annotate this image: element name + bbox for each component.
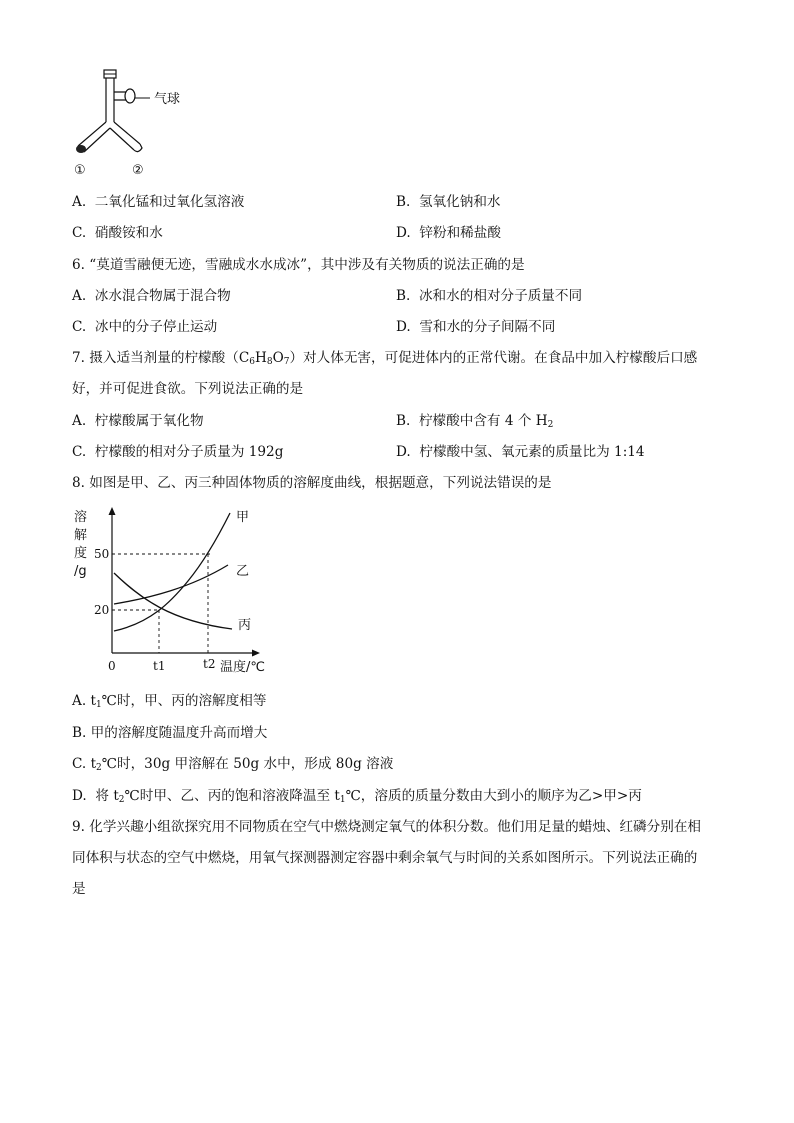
option-post: ℃时，30g 甲溶解在 50g 水中，形成 80g 溶液: [101, 756, 394, 772]
origin-label: 0: [108, 659, 116, 673]
left-branch-solid-icon: [76, 145, 86, 153]
q7-option-b: [396, 412, 553, 434]
formula-o-sub: 7: [283, 357, 290, 367]
option-sub: 2: [547, 420, 554, 430]
option-pre: t: [90, 756, 97, 772]
option-text: 甲的溶解度随温度升高而增大: [90, 725, 268, 741]
option-sub: 1: [95, 700, 102, 710]
x-axis-arrow-icon: [252, 650, 260, 657]
q7-option-d: [396, 443, 645, 461]
option-text: 二氧化锰和过氧化氢溶液: [94, 194, 245, 210]
q9-stem-line1: 9. 化学兴趣小组欲探究用不同物质在空气中燃烧测定氧气的体积分数。他们用足量的蜡烛、红磷分别在相: [72, 819, 702, 835]
q5-option-b: [396, 193, 501, 211]
option-letter: B.: [72, 725, 87, 741]
label-2: ②: [132, 163, 144, 178]
y-axis-label-char-2: 解: [74, 528, 88, 543]
option-post: ℃，溶质的质量分数由大到小的顺序为乙>甲>丙: [345, 788, 642, 804]
option-pre: 将 t: [95, 788, 119, 804]
series-label-yi: 乙: [236, 564, 250, 579]
q6-option-c: [72, 318, 217, 336]
q8-option-d: [72, 787, 642, 809]
q6-option-d: [396, 318, 555, 336]
q5-option-d: [396, 224, 501, 242]
series-label-jia: 甲: [236, 510, 250, 525]
q8-option-a: [72, 692, 266, 714]
option-text: 冰和水的相对分子质量不同: [418, 288, 583, 304]
option-letter: A.: [72, 693, 87, 709]
option-letter: A.: [72, 288, 87, 304]
q5-option-c: [72, 224, 163, 242]
option-sub: 2: [96, 763, 102, 773]
balloon-icon: [125, 89, 135, 103]
q7-stem-pre: 7. 摄入适当剂量的柠檬酸（: [72, 350, 239, 366]
q8-stem: 8. 如图是甲、乙、丙三种固体物质的溶解度曲线，根据题意，下列说法错误的是: [72, 475, 552, 491]
option-letter: B.: [396, 413, 411, 429]
q6-option-a: [72, 287, 231, 305]
label-1: ①: [74, 163, 86, 178]
option-post: ℃时，甲、丙的溶解度相等: [101, 693, 267, 709]
x-tick-t2: t2: [203, 657, 216, 671]
formula-h: H: [254, 350, 267, 366]
y-axis-label-char-4: /g: [74, 564, 87, 579]
option-letter: D.: [72, 788, 87, 804]
option-letter: C.: [72, 319, 87, 335]
option-text: 锌粉和稀盐酸: [419, 225, 501, 241]
option-text: 氢氧化钠和水: [418, 194, 501, 210]
solubility-curve-chart: [70, 503, 280, 683]
q5-option-a: [72, 193, 244, 211]
option-letter: D.: [396, 225, 411, 241]
option-letter: B.: [396, 194, 411, 210]
option-letter: A.: [72, 194, 87, 210]
option-pre: t: [90, 693, 96, 709]
option-letter: C.: [72, 444, 87, 460]
option-sub-2: 1: [339, 795, 346, 805]
y-tick-50: 50: [94, 547, 110, 561]
option-text: 柠檬酸属于氧化物: [94, 413, 204, 429]
q9-stem-line2: 同体积与状态的空气中燃烧，用氧气探测器测定容器中剩余氧气与时间的关系如图所示。下列说法正确的: [72, 850, 698, 866]
option-mid: ℃时甲、乙、丙的饱和溶液降温至 t: [124, 788, 340, 804]
option-text: 柠檬酸中氢、氧元素的质量比为 1:14: [419, 444, 645, 460]
y-axis-label-char-1: 溶: [74, 510, 88, 525]
q6-option-b: [396, 287, 582, 305]
q8-option-b: [72, 724, 267, 742]
option-letter: C.: [72, 756, 87, 772]
option-text: 柠檬酸的相对分子质量为 192g: [94, 444, 284, 460]
q7-stem-post: ）对人体无害，可促进体内的正常代谢。在食品中加入柠檬酸后口感: [289, 350, 698, 366]
x-tick-t1: t1: [153, 659, 166, 673]
q7-option-c: [72, 443, 283, 461]
q6-stem: 6. “莫道雪融便无迹，雪融成水水成冰”，其中涉及有关物质的说法正确的是: [72, 257, 525, 273]
option-text: 雪和水的分子间隔不同: [419, 319, 556, 335]
q7-stem-line1: [72, 349, 697, 371]
formula-c: C: [238, 350, 250, 366]
option-letter: A.: [72, 413, 87, 429]
option-text: 冰水混合物属于混合物: [94, 288, 231, 304]
formula-h-sub: 8: [266, 357, 273, 367]
q9-stem-line3: 是: [72, 881, 86, 897]
y-axis-label-char-3: 度: [74, 546, 88, 561]
q8-option-c: [72, 755, 393, 777]
y-tube-apparatus-figure: [70, 62, 240, 182]
option-letter: B.: [396, 288, 411, 304]
option-letter: D.: [396, 444, 411, 460]
series-yi-curve: [114, 565, 228, 604]
q7-stem-line2: 好，并可促进食欲。下列说法正确的是: [72, 381, 304, 397]
y-axis-arrow-icon: [109, 507, 116, 515]
x-axis-label: 温度/℃: [220, 660, 265, 675]
option-letter: D.: [396, 319, 411, 335]
option-text: 柠檬酸中含有 4 个 H: [418, 413, 548, 429]
y-tick-20: 20: [94, 603, 110, 617]
series-label-bing: 丙: [238, 618, 252, 633]
formula-o: O: [272, 350, 284, 366]
q7-option-a: [72, 412, 204, 430]
formula-c-sub: 6: [249, 357, 255, 367]
option-text: 硝酸铵和水: [94, 225, 163, 241]
option-sub: 2: [118, 795, 125, 805]
option-letter: C.: [72, 225, 87, 241]
balloon-label: 气球: [154, 92, 181, 107]
option-text: 冰中的分子停止运动: [94, 319, 218, 335]
